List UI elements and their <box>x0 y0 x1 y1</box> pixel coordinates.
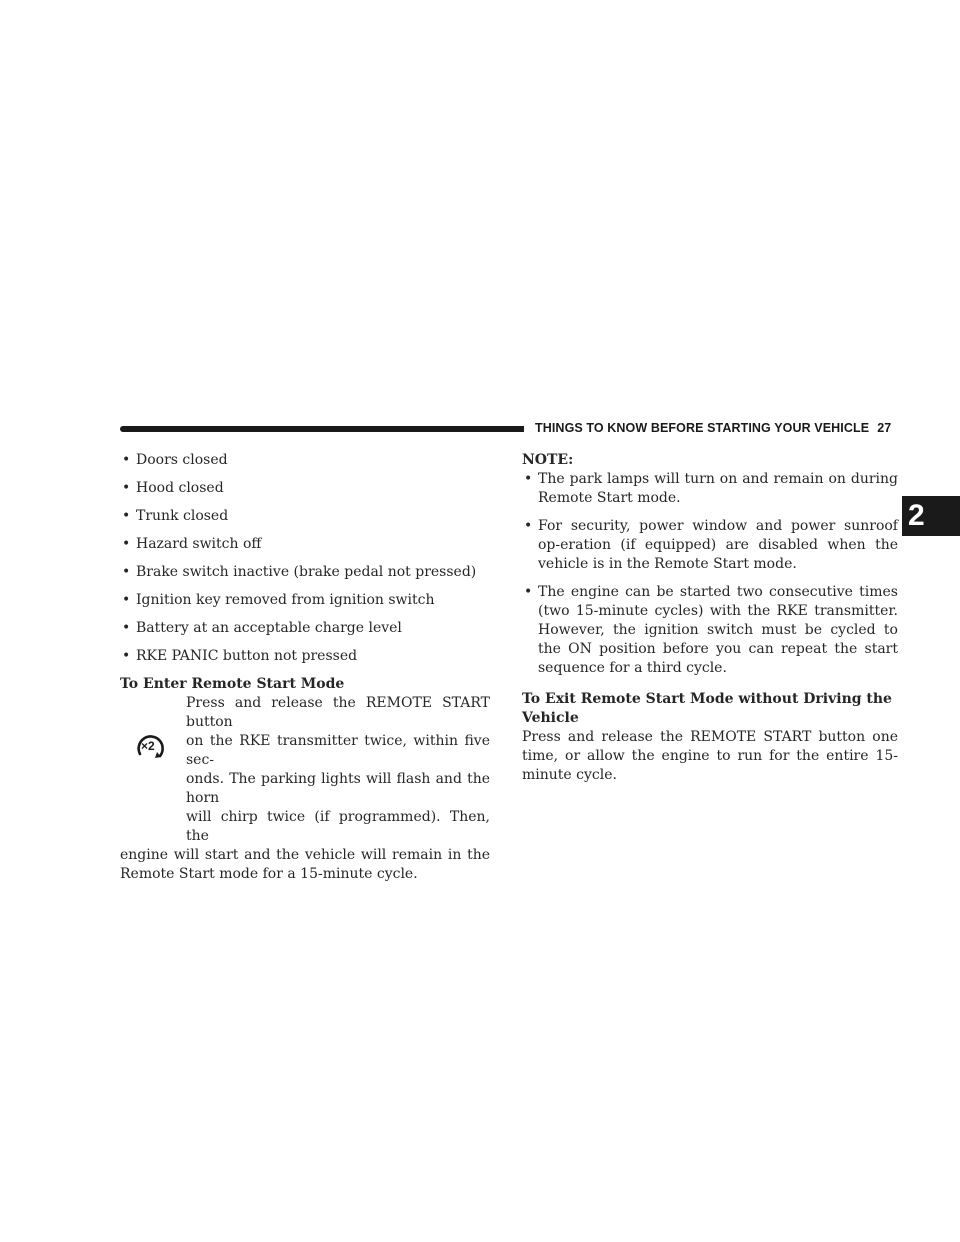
list-item: • Hazard switch off <box>120 535 490 554</box>
page-number: 27 <box>877 421 892 435</box>
list-item: • Hood closed <box>120 479 490 498</box>
enter-line: onds. The parking lights will flash and the horn <box>186 771 490 806</box>
note-label: NOTE: <box>522 452 574 468</box>
enter-remote-start-body <box>120 694 490 884</box>
exit-remote-start-heading: To Exit Remote Start Mode without Driving the Vehicle <box>522 691 892 726</box>
enter-tail: engine will start and the vehicle will remain in the Remote Start mode for a 15-minute cycle. <box>120 847 490 882</box>
list-item: • For security, power window and power sunroof op-eration (if equipped) are disabled when the vehicle is in the Remote Start mode. <box>522 517 898 574</box>
remote-start-x2-icon <box>132 730 172 762</box>
enter-line: Press and release the REMOTE START button <box>186 695 490 730</box>
list-item: • RKE PANIC button not pressed <box>120 647 490 666</box>
list-item: • Battery at an acceptable charge level <box>120 619 490 638</box>
chapter-tab <box>902 496 960 536</box>
conditions-list <box>120 451 490 666</box>
note-list <box>522 470 898 678</box>
enter-line: on the RKE transmitter twice, within five sec- <box>186 733 490 768</box>
running-header <box>535 421 891 435</box>
section-title: THINGS TO KNOW BEFORE STARTING YOUR VEHICLE <box>535 421 870 435</box>
list-item: • The park lamps will turn on and remain on during Remote Start mode. <box>522 470 898 508</box>
list-item: • Doors closed <box>120 451 490 470</box>
enter-line: will chirp twice (if programmed). Then, the <box>186 809 490 844</box>
list-item: • Ignition key removed from ignition switch <box>120 591 490 610</box>
chapter-number: 2 <box>908 499 925 532</box>
list-item: • Trunk closed <box>120 507 490 526</box>
right-column <box>522 451 898 785</box>
header-rule <box>120 426 524 432</box>
exit-remote-start-body: Press and release the REMOTE START button one time, or allow the engine to run for the entire 15-minute cycle. <box>522 729 898 783</box>
icon-text: ×2 <box>141 739 155 753</box>
list-item: • The engine can be started two consecutive times (two 15-minute cycles) with the RKE transmitter. However, the ignition switch must be cycled to the ON position before you can repeat the start sequence for a third cycle. <box>522 583 898 678</box>
list-item: • Brake switch inactive (brake pedal not pressed) <box>120 563 490 582</box>
enter-remote-start-heading: To Enter Remote Start Mode <box>120 676 345 692</box>
left-column <box>120 451 490 884</box>
